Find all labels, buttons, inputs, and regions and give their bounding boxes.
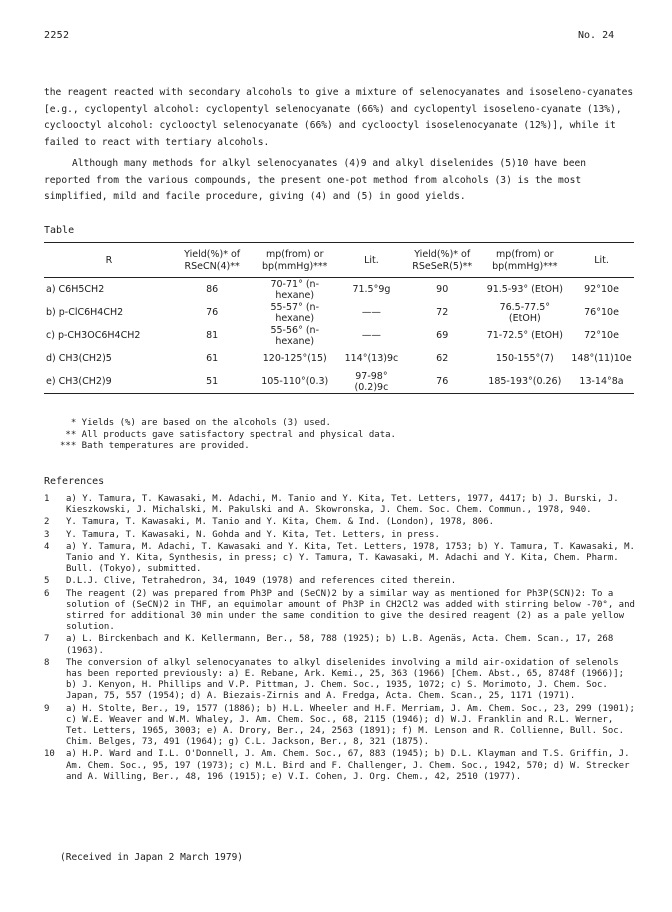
page-number: 2252 (44, 30, 70, 41)
table-footnotes (60, 418, 396, 453)
table-cell: 76 (206, 307, 219, 318)
reference-number: 6 (44, 588, 50, 599)
reference-item (44, 658, 638, 703)
table-cell: 148°(11)10e (571, 353, 632, 364)
reference-text: a) L. Birckenbach and K. Kellermann, Ber., 58, 788 (1925); b) L.B. Agenäs, Acta. Chem. Scan., 17, 268 (1963). (66, 634, 614, 656)
reference-text: Y. Tamura, T. Kawasaki, N. Gohda and Y. Kita, Tet. Letters, in press. (66, 529, 440, 540)
table-cell: 76 (404, 370, 481, 394)
reference-item (44, 589, 638, 634)
reference-item (44, 494, 638, 516)
table-cell: 185-193°(0.26) (481, 370, 570, 394)
table-cell: 97-98°(0.2)9c (339, 370, 404, 394)
table-cell: d) CH3(CH2)5 (46, 353, 112, 364)
reference-item (44, 542, 638, 576)
table-cell: 105-110°(0.3) (250, 370, 339, 394)
table-cell: —— (361, 307, 381, 318)
table-row (44, 301, 634, 324)
received-date: (Received in Japan 2 March 1979) (60, 852, 244, 863)
table-cell: 150-155°(7) (495, 353, 554, 364)
table-label: Table (44, 225, 75, 236)
reference-text: a) Y. Tamura, M. Adachi, T. Kawasaki and Y. Kita, Tet. Letters, 1978, 1753; b) Y. Tamura, T. Kawasaki, M. Tanio and Y. Kita, Synthesis, in press; c) Y. Tamura, T. Kawasaki, M. Adachi and Y. Kita, Chem. Pharm. Bull. (Tokyo), submitted. (66, 541, 635, 575)
table-cell: 114°(13)9c (344, 353, 399, 364)
reference-number: 4 (44, 541, 50, 552)
reference-number: 7 (44, 634, 50, 645)
reference-text: a) Y. Tamura, T. Kawasaki, M. Adachi, M. Tanio and Y. Kita, Tet. Letters, 1977, 4417; b) J. Burski, J. Kieszkowski, J. Michalski, M. Pakulski and A. Skowronska, J. Chem. Soc. Chem. Commun., 1978, 940. (66, 494, 619, 516)
table-cell: 90 (436, 284, 449, 295)
table-cell: 70-71° (n-hexane) (270, 278, 319, 301)
column-header: Yield(%)* of RSeCN(4)** (174, 243, 251, 278)
reference-text: a) H. Stolte, Ber., 19, 1577 (1886); b) H.L. Wheeler and H.F. Merriam, J. Am. Chem. Soc., 23, 299 (1901); c) W.E. Weaver and W.M. Whaley, J. Am. Chem. Soc., 68, 2115 (1946); d) W.J. Franklin and R.L. Werner, Tet. Letters, 1965, 3003; e) A. Drory, Ber., 24, 2563 (1891); f) M. Lenson and R. Collienne, Bull. Soc. Chim. Belges, 73, 491 (1964); g) C.L. Jackson, Ber., 8, 321 (1875). (66, 703, 635, 748)
reference-number: 1 (44, 494, 50, 504)
footnote: * Yields (%) are based on the alcohols (3) used. (60, 418, 331, 428)
table-cell: 62 (436, 353, 449, 364)
reference-text: a) H.P. Ward and I.L. O'Donnell, J. Am. Chem. Soc., 67, 883 (1945); b) D.L. Klayman and T.S. Griffin, J. Am. Chem. Soc., 95, 197 (1973); c) M.L. Bird and F. Challenger, J. Chem. Soc., 1942, 570; d) W. Strecker and A. Willing, Ber., 48, 196 (1915); e) V.I. Cohen, J. Org. Chem., 42, 2510 (1977). (66, 749, 630, 782)
reference-text: D.L.J. Clive, Tetrahedron, 34, 1049 (1978) and references cited therein. (66, 576, 457, 587)
column-header: Yield(%)* of RSeSeR(5)** (404, 243, 481, 278)
column-header: mp(from) or bp(mmHg)*** (250, 243, 339, 278)
table-cell: 91.5-93° (EtOH) (486, 284, 563, 295)
reference-item (44, 530, 638, 541)
table-cell: 71-72.5° (EtOH) (486, 330, 563, 341)
reference-item (44, 576, 638, 587)
table-cell: 71.5°9g (352, 284, 391, 295)
table-cell: 72 (436, 307, 449, 318)
reference-number: 2 (44, 517, 50, 528)
reference-item (44, 517, 638, 528)
table-cell: 120-125°(15) (262, 353, 327, 364)
reference-text: The reagent (2) was prepared from Ph3P and (SeCN)2 by a similar way as mentioned for Ph3P(SCN)2: To a solution of (SeCN)2 in THF, an equimolar amount of Ph3P in CH2Cl2 was added with stirring below -70°, and stirred for additional 30 min under the same condition to give the desired reagent (2) as a pale yellow solution. (66, 588, 635, 633)
body-paragraph-2: Although many methods for alkyl selenocyanates (4)9 and alkyl diselenides (5)10 have been reported from the various compounds, the present one-pot method from alcohols (3) is the most simplified, mild and facile procedure, giving (4) and (5) in good yields. (44, 158, 587, 202)
table-cell: 76.5-77.5° (EtOH) (499, 301, 551, 324)
reference-text: The conversion of alkyl selenocyanates to alkyl diselenides involving a mild air-oxidation of selenols has been reported previously: a) E. Rebane, Ark. Kemi., 25, 363 (1966) [Chem. Abst., 65, 8748f (1966)]; b) J. Kenyon, H. Phillips and V.P. Pittman, J. Chem. Soc., 1935, 1072; c) S. Morimoto, J. Chem. Soc. Japan, 75, 557 (1954); d) A. Biezais-Zirnis and A. Fredga, Acta. Chem. Scan., 25, 1171 (1971). (66, 657, 625, 702)
reference-number: 8 (44, 657, 50, 668)
table-row (44, 347, 634, 370)
table-cell: a) C6H5CH2 (46, 284, 105, 295)
column-header: mp(from) or bp(mmHg)*** (481, 243, 570, 278)
reference-list (44, 494, 638, 784)
column-header: Lit. (339, 243, 404, 278)
references-heading: References (44, 476, 105, 487)
reference-item (44, 749, 638, 783)
table-cell: —— (361, 330, 381, 341)
reference-item (44, 634, 638, 656)
table-cell: e) CH3(CH2)9 (44, 370, 174, 394)
table-cell: 86 (206, 284, 219, 295)
reference-item (44, 704, 638, 749)
footnote: *** Bath temperatures are provided. (60, 441, 250, 451)
table-cell: 81 (206, 330, 219, 341)
reference-number: 10 (44, 749, 55, 760)
table-header-row (44, 243, 634, 278)
table-cell: 61 (206, 353, 219, 364)
table-cell: 55-57° (n-hexane) (270, 301, 319, 324)
reference-number: 9 (44, 703, 50, 714)
reference-text: Y. Tamura, T. Kawasaki, M. Tanio and Y. Kita, Chem. & Ind. (London), 1978, 806. (66, 517, 495, 528)
table-cell: 55-56° (n-hexane) (270, 324, 319, 347)
table-row (44, 370, 634, 394)
column-header: Lit. (569, 243, 634, 278)
table-row (44, 324, 634, 347)
reference-number: 3 (44, 529, 50, 540)
table-cell: 76°10e (584, 307, 619, 318)
footnote: ** All products gave satisfactory spectral and physical data. (60, 429, 396, 440)
issue-number: No. 24 (578, 30, 615, 41)
table-cell: 51 (174, 370, 251, 394)
table-cell: 72°10e (584, 330, 619, 341)
table-cell: 92°10e (584, 284, 619, 295)
reference-number: 5 (44, 576, 50, 587)
table-cell: 13-14°8a (569, 370, 634, 394)
table-row (44, 278, 634, 302)
table-cell: c) p-CH3OC6H4CH2 (46, 330, 141, 341)
results-table (44, 242, 634, 394)
body-paragraph-1: the reagent reacted with secondary alcohols to give a mixture of selenocyanates and isoseleno-cyanates [e.g., cyclopentyl alcohol: cyclopentyl selenocyanate (66%) and cyclopentyl isoseleno-cyanate (13%), cyclooctyl alcohol: cyclooctyl selenocyanate (66%) and cyclooctyl isoselenocyanate (12%)], while it failed to react with tertiary alcohols. (44, 87, 634, 148)
column-header: R (44, 243, 174, 278)
table-cell: b) p-ClC6H4CH2 (46, 307, 124, 318)
table-cell: 69 (436, 330, 449, 341)
